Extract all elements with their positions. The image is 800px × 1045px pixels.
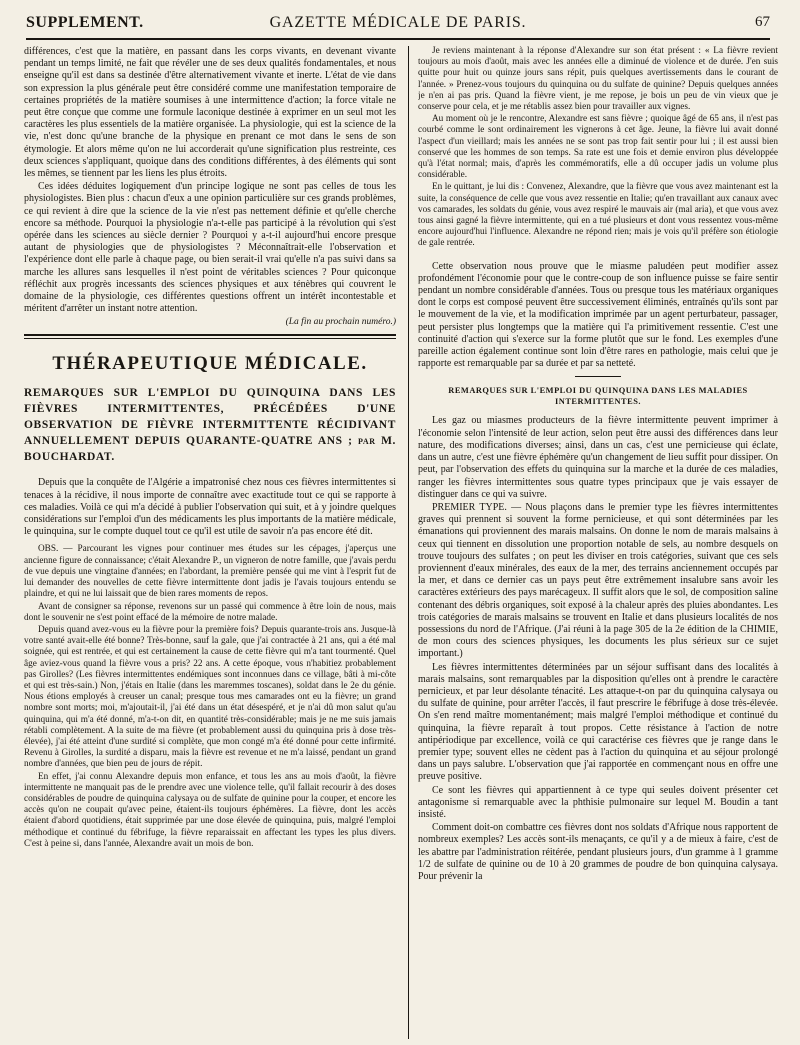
left-column [24,46,396,1041]
article-intro: Depuis que la conquête de l'Algérie a impatronisé chez nous ces fièvres intermittentes si tenaces à la récidive, il nous importe de connaître avec exactitude tout ce qui se rapporte à ces maladies. Voilà ce qui m'a décidé à publier l'observation qui suit, et à y joindre quelques considérations sur l'emploi d'un des médicaments les plus importants de la matière médicale, le quinquina, sur le compte duquel tout ce qu'il est utile de savoir n'a pas encore été dit. [24,477,396,538]
journal-title: GAZETTE MÉDICALE DE PARIS. [269,14,527,31]
section-title: THÉRAPEUTIQUE MÉDICALE. [52,353,368,375]
observation-paragraph: OBS. — Parcourant les vignes pour continuer mes études sur les cépages, j'aperçus une ancienne figure de connaissance; c'était Alexandre P., un vigneron de notre famille, que j'avais perdu de vue depuis une vingtaine d'années; en l'abordant, la première pensée qui me vint à l'esprit fut de lui demander des nouvelles de cette fièvre intermittente dont jadis je l'avais toujours entendu se plaindre, et qui ne lui laissait que de bien rares moments de repos. [24,544,396,600]
observation-paragraph: En le quittant, je lui dis : Convenez, Alexandre, que la fièvre que vous avez maintenant est la suite, la conséquence de celle que vous avez ressentie en Italie; qu'en travaillant aux canaux avec vos camarades, les soldats du génie, vous avez respiré le mauvais air (mal aria), et que vous avez tous ainsi gagné la fièvre intermittente, qui en a tué plusieurs et dont vous ressentez vous-même encore aujourd'hui l'influence. Alexandre ne répond rien; mais je vois qu'il préfère son étiologie de gale rentrée. [418,182,778,249]
body-paragraph: Les fièvres intermittentes déterminées par un séjour suffisant dans des localités à marais malsains, sont remarquables par la disposition qu'elles ont à prendre le caractère pernicieux, et par leur désolante ténacité. Les attaque-t-on par du quinquina calysaya ou du sulfate de quinine, pour arrêter l'accès, il faut prescrire le fébrifuge à dose très-élevée. On s'en rend maître momentanément; mais malgré l'emploi méthodique et continué du quinquina, la fièvre reparaît à tout propos. Cette résistance à l'action de notre antipériodique par excellence, voilà ce qui caractérise ces fièvres que je range dans le premier type; souvent elles ne cèdent pas à l'action du quinquina et au séjour prolongé dans un pays salubre. L'observation que j'ai rapportée en commençant nous en offre une preuve positive. [418,661,778,783]
body-paragraph: Les gaz ou miasmes producteurs de la fièvre intermittente peuvent imprimer à l'économie selon l'intensité de leur action, selon peut être aussi des différences dans leur nature, des modifications diverses; ainsi, dans un cas, c'est une pernicieuse qui éclate, dans un autre, c'est une fièvre éphémère qu'un changement de lieu suffit pour dissiper. On peut, par l'observation des effets du quinquina sur la marche et la durée de ces maladies, ranger les fièvres intermittentes sous quatre types principaux que je vais essayer de distinguer dans ce qui va suivre. [418,415,778,500]
observation-paragraph: En effet, j'ai connu Alexandre depuis mon enfance, et tous les ans au mois d'août, la fièvre intermittente ne manquait pas de le prendre avec une violence telle, qu'il fallait recourir à des doses considérables de poudre de quinquina calysaya ou de sulfate de quinine pour la couper, et encore les accès qu'on ne coupait qu'avec peine, étaient-ils toujours éphémères. La fièvre, dont les accès étaient d'abord quotidiens, était supprimée par une dose élevée de quinquina, puis, malgré l'emploi méthodique et continué du fébrifuge, la fièvre reparaissait en affectant les types les plus divers. C'est à peine si, dans l'année, Alexandre avait un mois de bon. [24,771,396,849]
body-paragraph: Ce sont les fièvres qui appartiennent à ce type qui seules doivent présenter cet antagonisme si remarquable avec la phthisie pulmonaire sur lequel M. Boudin a tant insisté. [418,784,778,820]
short-divider [575,376,621,377]
running-head [26,12,770,40]
section-divider [24,334,396,339]
observation-paragraph: Avant de consigner sa réponse, revenons sur un passé qui commence à être loin de nous, mais dont le souvenir ne s'est point effacé de la mémoire de notre malade. [24,601,396,623]
observation-paragraph: Je reviens maintenant à la réponse d'Alexandre sur son état présent : « La fièvre revient toujours au mois d'août, mais avec les années elle a diminué de violence et de durée. J'en suis quitte pour huit ou quinze jours sans répit, puis quelques avertissements dans le courant de l'année. » Prenez-vous toujours du quinquina ou du sulfate de quinine? Depuis quelques années je n'en ai pas pris. Quand la fièvre vient, je me repose, je bois un peu de vin vieux que je conserve pour cela, et je me rétablis assez bien pour travailler aux vignes. [418,46,778,113]
body-paragraph: Cette observation nous prouve que le miasme paludéen peut modifier assez profondément l'économie pour que le contre-coup de son influence puisse se faire sentir pendant un nombre considérable d'années. Tous ou presque tous les matériaux organiques dont le corps est composé peuvent être successivement éliminés, entraînés qu'ils sont par le mouvement de la vie, et la modification imprimée par un agent perturbateur, passager, peut persister plus longtemps que la matière qui l'a primitivement ressentie. C'est une continuité d'action qui s'exerce sur la forme plutôt que sur le fond. Les exemples d'une pareille action également continue sont loin d'être rares en pathologie, mais celui que je rapporte est remarquable par sa durée et par sa netteté. [418,260,778,370]
sub-heading: REMARQUES SUR L'EMPLOI DU QUINQUINA DANS LES MALADIES INTERMITTENTES. [448,386,748,407]
continued-paragraph: différences, c'est que la matière, en passant dans les corps vivants, en devenant vivante pendant un temps limité, ne fait que révéler une de ses deux qualités fondamentales, et nous enseigne qu'il est dans sa destinée d'être alternativement vivante et inerte. L'état de vie dans son expression la plus générale peut être considéré comme une manifestation temporaire de certaines propriétés de la matière soumises à une intermittence d'action; la force vitale ne peut être conçue que comme une formule laconique destinée à exprimer en un seul mot les caractères les plus essentiels de la matière organisée. La physiologie, qui est la science de la vie, n'est donc qu'une branche de la physique en prenant ce mot dans le sens de son étymologie. Et alors même qu'on ne lui accorderait qu'une signification plus restreinte, ces deux sciences s'appliquant, quoique dans des conditions différentes, à des éléments qui sont les mêmes, se tiennent par les liens les plus étroits. [24,46,396,180]
body-paragraph: Comment doit-on combattre ces fièvres dont nos soldats d'Afrique nous rapportent de nombreux exemples? Les accès sont-ils menaçants, ce qu'il y a de mieux à faire, c'est de les abattre par l'administration réitérée, pendant plusieurs jours, d'un gramme à 1 gramme 1/2 de sulfate de quinine ou de 10 à 20 grammes de poudre de bon quinquina calysaya. Pour prévenir la [418,822,778,882]
continuation-note: (La fin au prochain numéro.) [285,317,396,328]
column-divider [408,46,409,1039]
article-title: REMARQUES SUR L'EMPLOI DU QUINQUINA DANS LES FIÈVRES INTERMITTENTES, PRÉCÉDÉES D'UNE OBSERVATION DE FIÈVRE INTERMITTENTE RÉCIDIVANT ANNUELLEMENT DEPUIS QUARANTE-QUATRE ANS ; par M. BOUCHARDAT. [24,387,396,464]
right-column [418,46,778,1041]
body-paragraph: Ces idées déduites logiquement d'un principe logique ne sont pas celles de tous les physiologistes. Bien plus : chacun d'eux a une opinion particulière sur ces grands problèmes, ce qui revient à dire que la science de la vie n'est pas nettement définie et qu'elle cherche encore sa méthode. Pourquoi la physiologie n'a-t-elle pas participé à la révolution qui s'est opérée dans les sciences au siècle dernier ? Pourquoi y a-t-il aujourd'hui encore presque autant de physiologies que de physiologistes ? Méconnaîtrait-elle l'observation et l'expérience dont elle parle à chaque page, ou bien serait-il vrai qu'elle n'a pas suivi dans sa marche les allures sans lesquelles il n'est point de véritables sciences ? Pour quiconque réfléchit aux progrès incessants des sciences physiques et aux ténèbres qui couvrent le domaine de la physiologie, ces différentes questions offrent un intérêt incontestable et méritent d'arrêter un instant notre attention. [24,181,396,315]
page-number: 67 [755,14,770,30]
supplement-label: SUPPLEMENT. [26,14,144,31]
observation-paragraph: Au moment où je le rencontre, Alexandre est sans fièvre ; quoique âgé de 65 ans, il n'est pas courbé comme le sont ordinairement les vignerons à cet âge. Jeune, la fièvre lui avait donné l'aspect d'un vieillard; mais les années ne se sont pas trop fait sentir pour lui ; il est aussi bien conservé que les hommes de son temps. Sa rate est une fois et demie environ plus développée qu'à l'état normal; mais, d'après les commémoratifs, elle a dû occuper jadis un volume plus considérable. [418,114,778,181]
observation-paragraph: Depuis quand avez-vous eu la fièvre pour la première fois? Depuis quarante-trois ans. Jusque-là votre santé avait-elle été bonne? Très-bonne, sauf la gale, que j'ai contractée à 21 ans, qui a été mal soignée, qui est rentrée, et qui est certainement la cause de cette fièvre qui m'a tant tourmenté. Quel âge aviez-vous quand la fièvre vous a pris? 22 ans. A cette époque, vous n'habitiez probablement pas Girolles? (Les fièvres intermittentes endémiques sont inconnues dans ce village, bâti à mi-côte et qui est très-sain.) Non, j'étais en Italie (dans les maremmes toscanes), soldat dans le 2e du génie. Nous étions employés à creuser un canal; presque tous mes camarades ont eu la fièvre; un grand nombre sont morts; moi, m'ajoutait-il, j'ai été dans un état désespéré, et je n'ai dû mon salut qu'au quinquina, qui m'a été donné, m'a-t-on dit, en quantité très-considérable; mais je ne me suis jamais rétabli complètement. A la suite de ma fièvre (et probablement aussi du quinquina pris à dose très-élevée), j'ai été atteint d'une surdité si complète, que mon congé m'a été donné pour cette infirmité. Revenu à Girolles, la surdité a disparu, mais la fièvre est revenue et ne m'a laissé, pendant un grand nombre d'années, que bien peu de jours de répit. [24,624,396,770]
body-paragraph: PREMIER TYPE. — Nous plaçons dans le premier type les fièvres intermittentes graves qui prennent si souvent la forme pernicieuse, et qui sont déterminées par les émanations qui proviennent des marais malsains. On donne le nom de marais malsains à ceux qui tiennent en dissolution une proportion notable de sels, au nombre desquels on trouve toujours des sulfates ; on peut les diviser en trois catégories, suivant que ces sels proviennent d'eaux minérales, des eaux de la mer, des terrains anciennement occupés par la mer, et dans ce dernier cas un pays peut être extrêmement insalubre sans avoir les caractères extérieurs des pays marécageux. Il suffit alors que le sol, de composition saline contenant des débris organiques, soit exposé à la chaleur après des pluies abondantes. Les trois catégories de marais malsains se trouvent en Italie et dans plusieurs localités de nos possessions du nord de l'Afrique. (J'ai réuni à la page 305 de la 2e édition de la CHIMIE, de mon cours des sciences physiques, les documents les plus sérieux sur ce sujet important.) [418,501,778,660]
